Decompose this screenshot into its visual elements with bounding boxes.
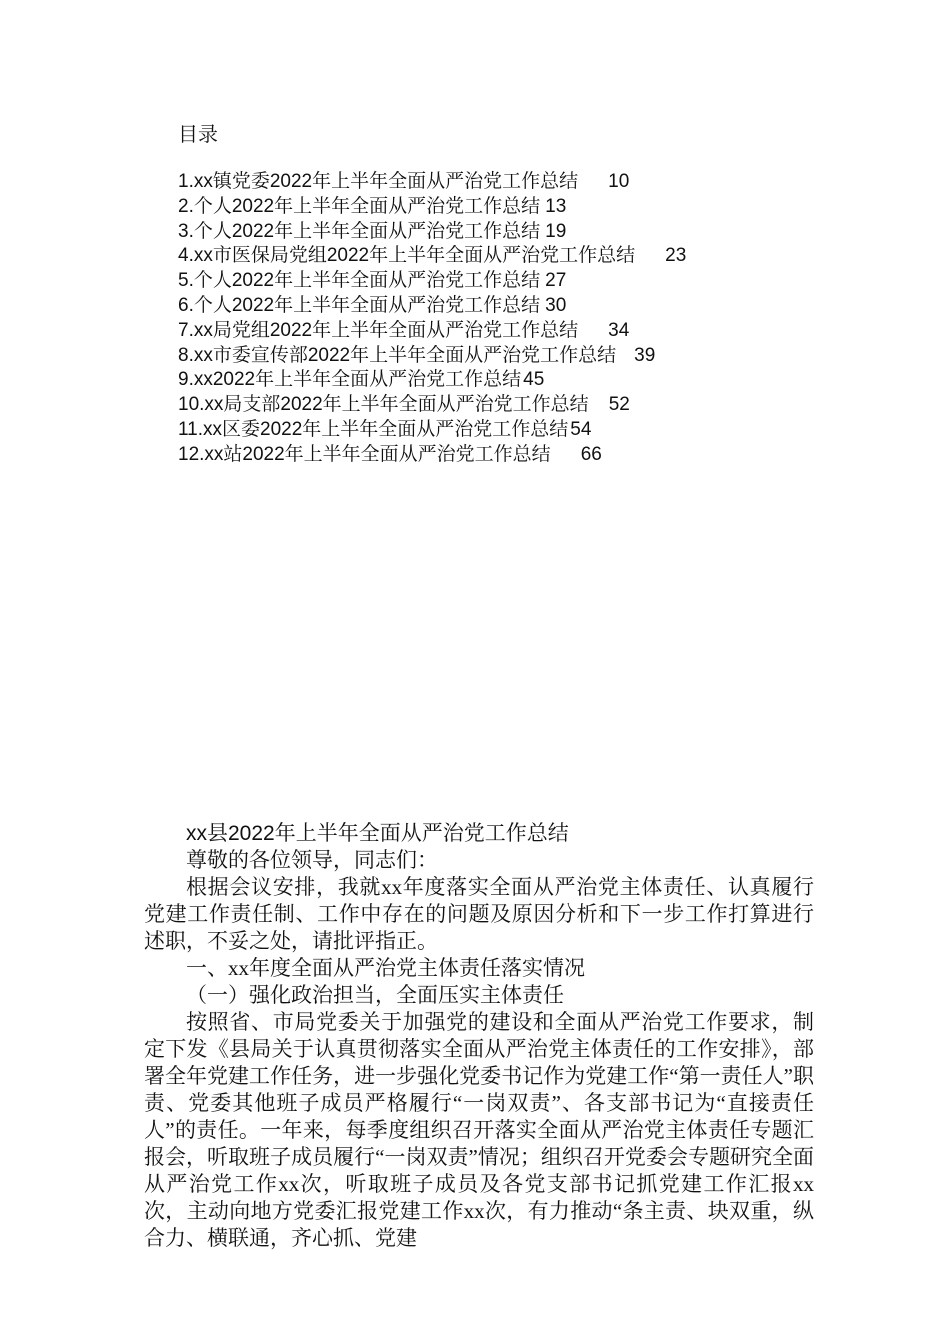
toc-entry-title: 2.个人2022年上半年全面从严治党工作总结 bbox=[178, 195, 541, 217]
toc-entry-title: 1.xx镇党委2022年上半年全面从严治党工作总结 bbox=[178, 171, 579, 192]
toc-entry[interactable] bbox=[178, 294, 858, 319]
toc-entry[interactable] bbox=[178, 269, 858, 294]
toc-entry[interactable] bbox=[178, 418, 858, 443]
toc-entry[interactable] bbox=[178, 170, 858, 195]
toc-entry[interactable] bbox=[178, 368, 858, 393]
toc-entry-title: 11.xx区委2022年上半年全面从严治党工作总结 bbox=[178, 418, 569, 440]
toc-entry[interactable] bbox=[178, 319, 858, 344]
subsection-heading: （一）强化政治担当，全面压实主体责任 bbox=[186, 983, 564, 1007]
toc-entry-page: 39 bbox=[634, 344, 656, 366]
toc-entry-title: 9.xx2022年上半年全面从严治党工作总结 bbox=[178, 369, 522, 391]
toc-entry[interactable] bbox=[178, 220, 858, 245]
intro-paragraph: 根据会议安排，我就xx年度落实全面从严治党主体责任、认真履行党建工作责任制、工作中存在的问题及原因分析和下一步工作打算进行述职，不妥之处，请批评指正。 bbox=[144, 875, 814, 953]
document-title: xx县2022年上半年全面从严治党工作总结 bbox=[186, 822, 569, 845]
toc-entry-page: 30 bbox=[545, 294, 567, 316]
toc-title: 目录 bbox=[178, 124, 218, 146]
toc-entry-page: 66 bbox=[580, 443, 602, 465]
toc-entry-page: 13 bbox=[545, 195, 567, 217]
toc-entry-page: 27 bbox=[545, 270, 567, 292]
section-heading: 一、xx年度全面从严治党主体责任落实情况 bbox=[186, 956, 585, 980]
toc-entry[interactable] bbox=[178, 393, 858, 418]
toc-entry[interactable] bbox=[178, 344, 858, 369]
toc-entry[interactable] bbox=[178, 244, 858, 269]
toc-entry-page: 34 bbox=[608, 319, 630, 341]
toc-entry-title: 10.xx局支部2022年上半年全面从严治党工作总结 bbox=[178, 394, 589, 416]
toc-entry-page: 54 bbox=[570, 418, 592, 440]
toc-entry-title: 7.xx局党组2022年上半年全面从严治党工作总结 bbox=[178, 319, 579, 341]
toc-entry[interactable] bbox=[178, 443, 858, 468]
toc-entry-title: 3.个人2022年上半年全面从严治党工作总结 bbox=[178, 220, 541, 242]
toc-entry-page: 10 bbox=[608, 171, 630, 192]
toc-entry-page: 52 bbox=[608, 394, 630, 416]
salutation: 尊敬的各位领导，同志们： bbox=[186, 848, 438, 872]
table-of-contents bbox=[178, 120, 858, 468]
toc-entry-title: 6.个人2022年上半年全面从严治党工作总结 bbox=[178, 294, 541, 316]
toc-entry-title: 8.xx市委宣传部2022年上半年全面从严治党工作总结 bbox=[178, 344, 617, 366]
toc-entry-title: 12.xx站2022年上半年全面从严治党工作总结 bbox=[178, 443, 551, 465]
toc-entry[interactable] bbox=[178, 195, 858, 220]
toc-entry-page: 45 bbox=[523, 369, 545, 391]
toc-entry-page: 23 bbox=[665, 245, 687, 267]
body-paragraph: 按照省、市局党委关于加强党的建设和全面从严治党工作要求，制定下发《县局关于认真贯彻落实全面从严治党主体责任的工作安排》，部署全年党建工作任务，进一步强化党委书记作为党建工作“第一责任人”职责、党委其他班子成员严格履行“一岗双责”、各支部书记为“直接责任人”的责任。一年来，每季度组织召开落实全面从严治党主体责任专题汇报会，听取班子成员履行“一岗双责”情况；组织召开党委会专题研究全面从严治党工作xx次，听取班子成员及各党支部书记抓党建工作汇报xx次，主动向地方党委汇报党建工作xx次，有力推动“条主责、块双重，纵合力、横联通，齐心抓、党建 bbox=[144, 1010, 814, 1250]
toc-entry-title: 5.个人2022年上半年全面从严治党工作总结 bbox=[178, 270, 541, 292]
document-body bbox=[144, 820, 814, 1252]
toc-entry-title: 4.xx市医保局党组2022年上半年全面从严治党工作总结 bbox=[178, 245, 636, 267]
toc-entry-page: 19 bbox=[545, 220, 567, 242]
